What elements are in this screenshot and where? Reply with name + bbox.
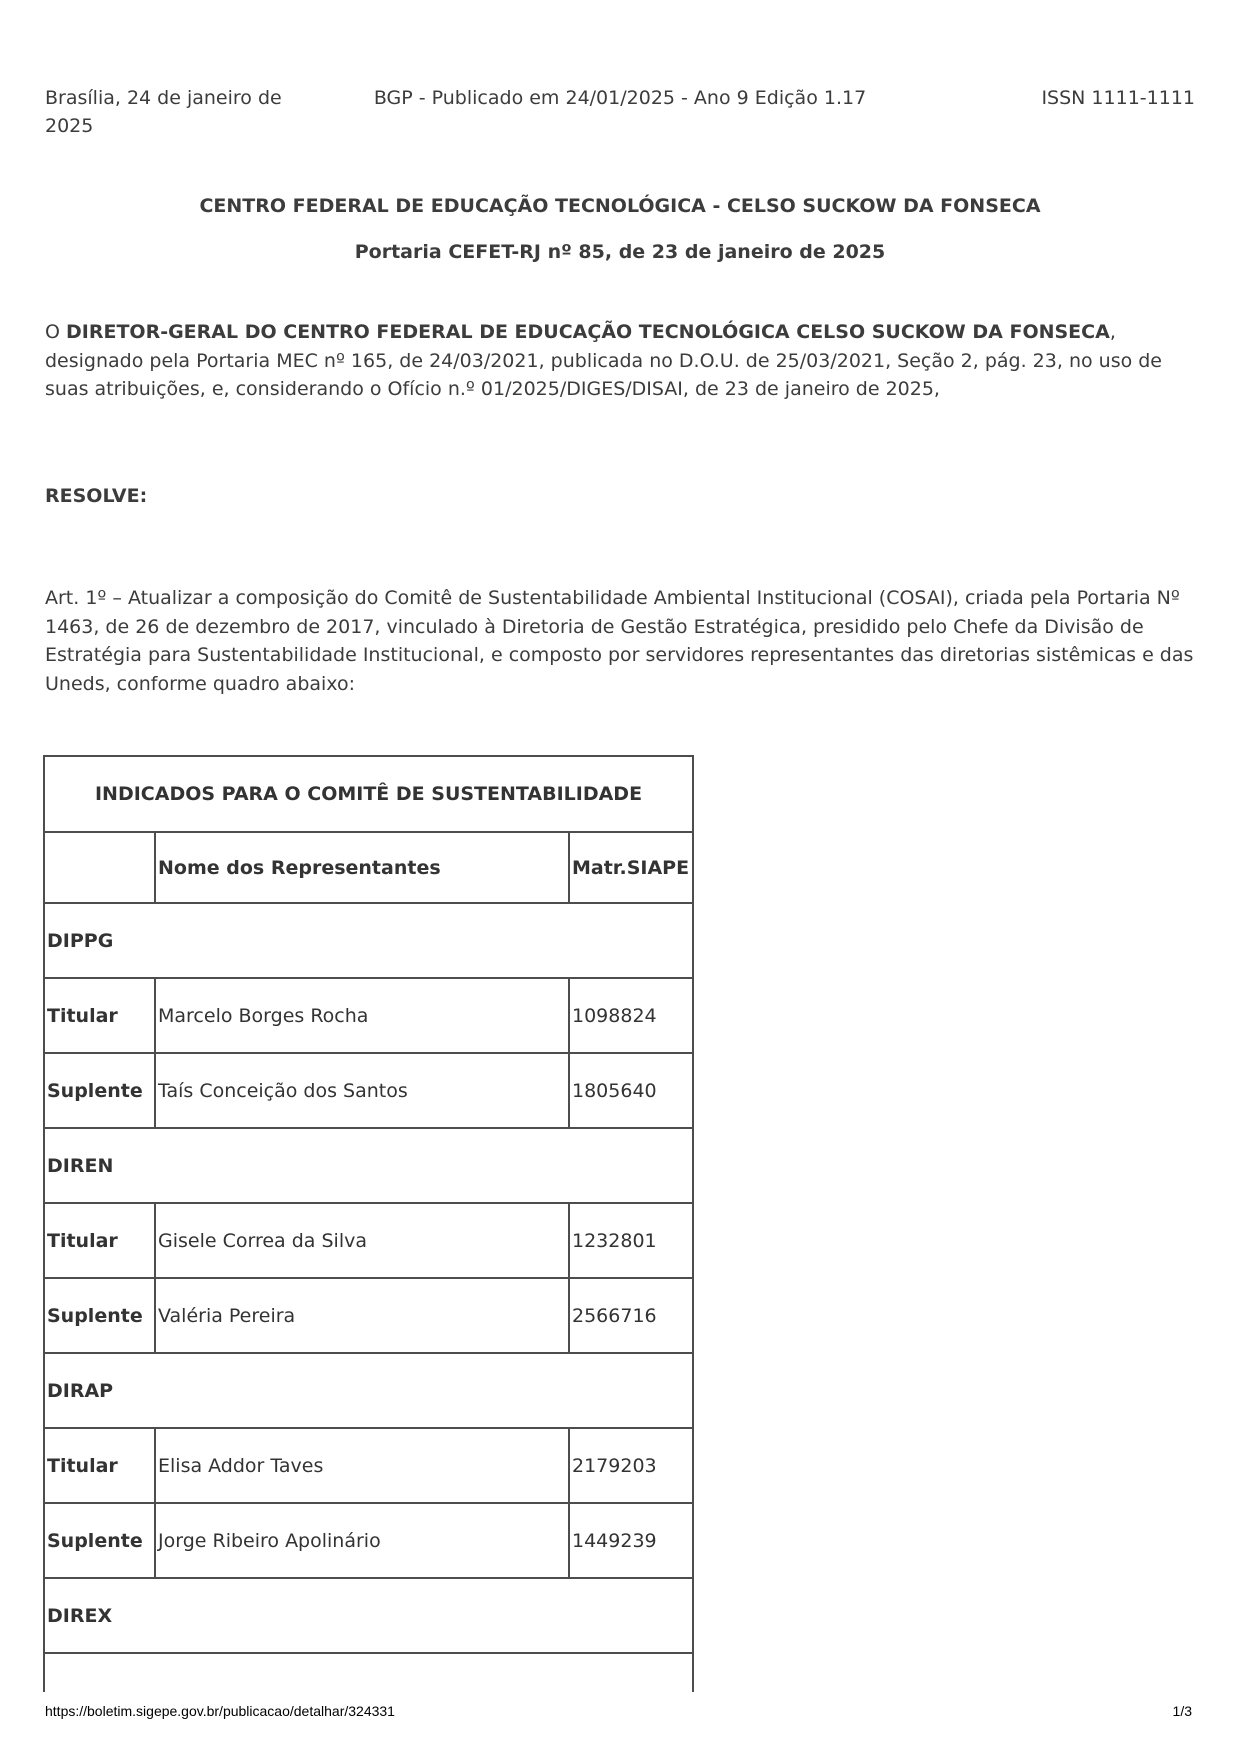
page-header (0, 84, 1240, 144)
table-header-row (44, 832, 693, 903)
table-row (44, 1203, 693, 1278)
matricula-cell: 1449239 (569, 1503, 693, 1578)
nome-cell: Valéria Pereira (155, 1278, 569, 1353)
section-label: DIREX (44, 1578, 693, 1653)
committee-table (43, 755, 694, 1692)
org-title: CENTRO FEDERAL DE EDUCAÇÃO TECNOLÓGICA - CELSO SUCKOW DA FONSECA (199, 195, 1041, 217)
col-header-matricula: Matr.SIAPE (569, 832, 693, 903)
opening-bold-text: DIRETOR-GERAL DO CENTRO FEDERAL DE EDUCAÇÃO TECNOLÓGICA CELSO SUCKOW DA FONSECA (66, 321, 1110, 343)
role-cell: Titular (44, 1428, 155, 1503)
header-issn: ISSN 1111-1111 (1041, 87, 1195, 109)
nome-cell: Taís Conceição dos Santos (155, 1053, 569, 1128)
section-label: DIREN (44, 1128, 693, 1203)
opening-paragraph (45, 318, 1207, 404)
matricula-cell: 1805640 (569, 1053, 693, 1128)
opening-rest: , designado pela Portaria MEC nº 165, de 24/03/2021, publicada no D.O.U. de 25/03/2021, Seção 2, pág. 23, no uso de suas atribuições, e, considerando o Ofício n.º 01/2025/DIGES/DISAI, de 23 de janeiro de 2025, (45, 321, 1163, 400)
opening-prefix: O (45, 321, 66, 343)
table-row (44, 978, 693, 1053)
header-date-location: Brasília, 24 de janeiro de 2025 (45, 87, 282, 137)
resolve-line: RESOLVE: (45, 485, 148, 507)
nome-cell: Jorge Ribeiro Apolinário (155, 1503, 569, 1578)
section-row-diren (44, 1128, 693, 1203)
matricula-cell: 2566716 (569, 1278, 693, 1353)
section-row-dirap (44, 1353, 693, 1428)
section-row-direx (44, 1578, 693, 1653)
role-cell: Titular (44, 978, 155, 1053)
matricula-cell: 1098824 (569, 978, 693, 1053)
nome-cell: Gisele Correa da Silva (155, 1203, 569, 1278)
cutoff-cell (44, 1653, 693, 1692)
role-cell: Suplente (44, 1503, 155, 1578)
table-row (44, 1278, 693, 1353)
portaria-title: Portaria CEFET-RJ nº 85, de 23 de janeiro de 2025 (354, 241, 886, 263)
footer-url: https://boletim.sigepe.gov.br/publicacao/detalhar/324331 (45, 1703, 395, 1719)
table-row (44, 1428, 693, 1503)
section-label: DIPPG (44, 903, 693, 978)
table-title: INDICADOS PARA O COMITÊ DE SUSTENTABILIDADE (44, 756, 693, 832)
table-row-cutoff (44, 1653, 693, 1692)
header-publication-info: BGP - Publicado em 24/01/2025 - Ano 9 Edição 1.17 (373, 87, 867, 109)
table-title-row (44, 756, 693, 832)
role-cell: Titular (44, 1203, 155, 1278)
section-row-dippg (44, 903, 693, 978)
nome-cell: Elisa Addor Taves (155, 1428, 569, 1503)
table-row (44, 1053, 693, 1128)
committee-table-container (43, 755, 703, 1692)
role-cell: Suplente (44, 1053, 155, 1128)
section-label: DIRAP (44, 1353, 693, 1428)
table-row (44, 1503, 693, 1578)
col-header-role (44, 832, 155, 903)
matricula-cell: 2179203 (569, 1428, 693, 1503)
role-cell: Suplente (44, 1278, 155, 1353)
col-header-nome: Nome dos Representantes (155, 832, 569, 903)
art1-paragraph: Art. 1º – Atualizar a composição do Comitê de Sustentabilidade Ambiental Institucional (COSAI), criada pela Portaria Nº 1463, de 26 de dezembro de 2017, vinculado à Diretoria de Gestão Estratégica, presidido pelo Chefe da Divisão de Estratégia para Sustentabilidade Institucional, e composto por servidores representantes das diretorias sistêmicas e das Uneds, conforme quadro abaixo: (45, 587, 1194, 695)
matricula-cell: 1232801 (569, 1203, 693, 1278)
footer-page-number: 1/3 (1172, 1703, 1192, 1719)
nome-cell: Marcelo Borges Rocha (155, 978, 569, 1053)
